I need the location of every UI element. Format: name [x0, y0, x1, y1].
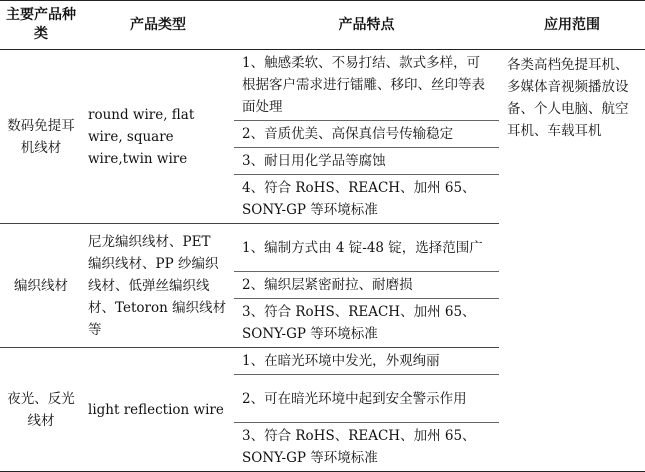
feature-item: 4、符合 RoHS、REACH、加州 65、SONY-GP 等环境标准 [242, 180, 476, 218]
feature-item: 2、音质优美、高保真信号传输稳定 [242, 126, 454, 142]
feature-item: 3、符合 RoHS、REACH、加州 65、SONY-GP 等环境标准 [242, 428, 476, 466]
header-application: 应用范围 [544, 16, 600, 33]
product-type-reflective: light reflection wire [82, 348, 234, 472]
product-name-reflective: 夜光、反光线材 [0, 348, 82, 472]
header-features: 产品特点 [338, 16, 395, 33]
product-name-braided: 编织线材 [14, 277, 68, 294]
feature-item: 1、触感柔软、不易打结、款式多样，可根据客户需求进行镭雕、移印、丝印等表面处理 [242, 55, 485, 115]
product-type-digital: round wire, flat wire, square wire,twin wire [88, 106, 195, 167]
header-type: 产品类型 [130, 16, 186, 33]
application-range: 各类高档免提耳机、多媒体音视频播放设备、个人电脑、航空耳机、车载耳机 [507, 57, 629, 139]
feature-item: 2、可在暗光环境中起到安全警示作用 [242, 390, 467, 407]
header-product: 主要产品种类 [6, 7, 76, 42]
product-name-digital: 数码免提耳机线材 [7, 117, 75, 156]
feature-item: 1、编制方式由 4 锭-48 锭，选择范围广 [242, 239, 483, 256]
feature-item: 3、耐日用化学品等腐蚀 [242, 153, 386, 169]
table-header-row [0, 1, 645, 50]
feature-item: 3、符合 RoHS、REACH、加州 65、SONY-GP 等环境标准 [242, 304, 476, 342]
product-type-braided: 尼龙编织线材、PET 编织线材、PP 纱编织线材、低弹丝编织线材、Tetoron 编织线材等 [88, 233, 227, 338]
feature-item: 2、编织层紧密耐拉、耐磨损 [242, 277, 413, 293]
feature-item: 1、在暗光环境中发光，外观绚丽 [242, 353, 440, 369]
table-row [0, 50, 645, 121]
